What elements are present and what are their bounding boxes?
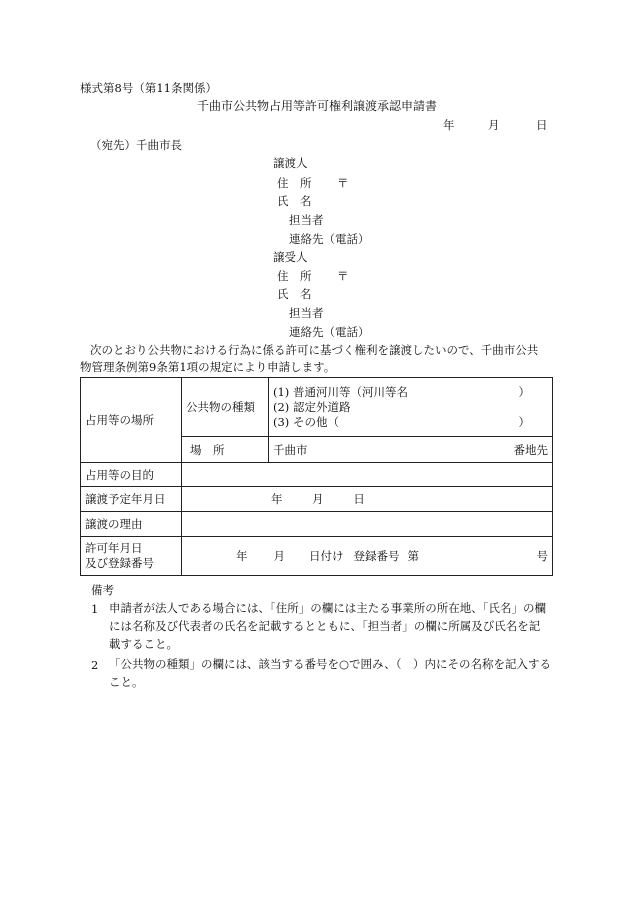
addressee: （宛先）千曲市長 — [90, 138, 182, 152]
note-1-line-1: 申請者が法人である場合には、「住所」の欄には主たる事業所の所在地、「氏名」の欄 — [109, 601, 546, 615]
type-label-cell — [182, 378, 269, 437]
date-day-label: 日 — [536, 118, 548, 132]
transferor-contact-label: 連絡先（電話） — [289, 232, 370, 246]
purpose-label-cell — [81, 463, 182, 487]
transferee-postal-mark: 〒 — [337, 269, 349, 283]
purpose-label: 占用等の目的 — [85, 467, 154, 482]
scheduled-day: 日 — [353, 492, 365, 506]
reason-label: 譲渡の理由 — [85, 517, 143, 531]
place-label: 場 所 — [190, 442, 225, 457]
note-2-number: 2 — [91, 658, 99, 672]
note-2-line-2: こと。 — [109, 675, 144, 689]
place-suffix: 番地先 — [513, 442, 548, 457]
intro-line-2: 物管理条例第9条第1項の規定により申請します。 — [80, 360, 336, 374]
note-2 — [109, 655, 551, 691]
scheduled-year: 年 — [271, 492, 283, 506]
transferor-name-label: 氏 名 — [277, 194, 312, 208]
form-number: 様式第8号（第11条関係） — [80, 81, 217, 95]
transferee-heading: 譲受人 — [273, 250, 308, 264]
place-value-cell[interactable] — [269, 437, 553, 463]
transferee-address-label: 住 所 — [277, 269, 312, 283]
type-label: 公共物の種類 — [186, 400, 255, 414]
transferee-name-label: 氏 名 — [277, 287, 312, 301]
note-2-line-1: 「公共物の種類」の欄には、該当する番号を○で囲み、（ ）内にその名称を記入する — [109, 657, 551, 671]
option-3[interactable]: (3) その他（ — [273, 414, 339, 429]
permit-reg-suffix: 号 — [536, 549, 548, 563]
location-label-cell — [81, 378, 182, 463]
place-city: 千曲市 — [273, 442, 308, 457]
type-options-cell[interactable] — [269, 378, 553, 437]
permit-value-cell[interactable] — [182, 537, 553, 576]
transferor-address-label: 住 所 — [277, 176, 312, 190]
application-table — [80, 377, 553, 576]
note-1 — [109, 599, 546, 653]
document-title: 千曲市公共物占用等許可権利譲渡承認申請書 — [197, 99, 438, 113]
transferor-postal-mark: 〒 — [337, 176, 349, 190]
transferor-person-label: 担当者 — [289, 213, 324, 227]
transferee-contact-label: 連絡先（電話） — [289, 325, 370, 339]
permit-dated: 日付け — [309, 549, 344, 563]
reason-value-cell[interactable] — [182, 512, 553, 537]
transferee-person-label: 担当者 — [289, 306, 324, 320]
option-1[interactable]: (1) 普通河川等（河川等名 — [273, 384, 408, 399]
note-1-line-2: には名称及び代表者の氏名を記載するとともに、「担当者」の欄に所属及び氏名を記 — [109, 619, 541, 633]
scheduled-month: 月 — [312, 492, 324, 506]
date-month-label: 月 — [488, 118, 500, 132]
permit-month: 月 — [273, 549, 285, 563]
option-1-close: ） — [518, 384, 530, 399]
scheduled-date-value-cell[interactable] — [182, 487, 553, 512]
place-label-cell — [182, 437, 269, 463]
purpose-value-cell[interactable] — [182, 463, 553, 487]
permit-label-line-1: 許可年月日 — [85, 541, 143, 555]
permit-label-line-2: 及び登録番号 — [85, 556, 154, 570]
option-2[interactable]: (2) 認定外道路 — [273, 399, 351, 414]
permit-reg-prefix: 第 — [407, 549, 419, 563]
option-3-close: ） — [518, 414, 530, 429]
location-label: 占用等の場所 — [85, 413, 154, 427]
permit-year: 年 — [236, 549, 248, 563]
scheduled-date-label: 譲渡予定年月日 — [85, 492, 166, 506]
notes-heading: 備考 — [91, 583, 114, 597]
intro-line-1: 次のとおり公共物における行為に係る許可に基づく権利を譲渡したいので、千曲市公共 — [90, 343, 539, 357]
permit-label-cell — [81, 537, 182, 576]
note-1-number: 1 — [91, 602, 99, 616]
reason-label-cell — [81, 512, 182, 537]
date-year-label: 年 — [443, 118, 455, 132]
scheduled-date-label-cell — [81, 487, 182, 512]
transferor-heading: 譲渡人 — [273, 156, 308, 170]
note-1-line-3: 載すること。 — [109, 637, 178, 651]
permit-reg-number-label: 登録番号 — [353, 549, 400, 563]
